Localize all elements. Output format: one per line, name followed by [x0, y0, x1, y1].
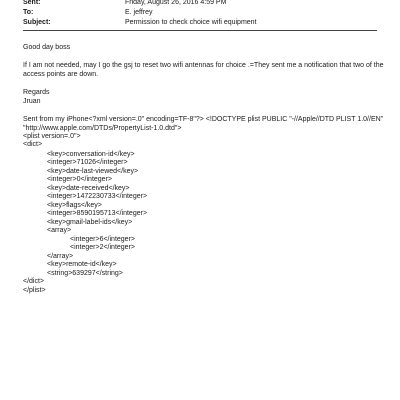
plist-line: <dict> [23, 141, 43, 148]
sent-value: Friday, August 26, 2016 4:59 PM [125, 0, 227, 6]
sent-from-line-1: Sent from my iPhone<?xml version=.0" encoding=TF-8"?> <!DOCTYPE plist PUBLIC "-//Apple//DTD PLIST 1.0//EN" [23, 116, 384, 123]
greeting: Good day boss [23, 44, 71, 51]
plist-line: <key>date-last-viewed</key> [47, 168, 139, 175]
signature: Jruan [23, 98, 41, 105]
plist-line: <key>conversation-id</key> [47, 151, 135, 158]
plist-line: <integer>8590195713</integer> [47, 210, 148, 217]
plist-line: <plist version=.0"> [23, 133, 81, 140]
subject-label: Subject: [23, 19, 51, 26]
plist-line: </plist> [23, 287, 46, 294]
plist-line: <integer>2</integer> [70, 244, 135, 251]
plist-line: <array> [47, 227, 72, 234]
plist-line: <integer>71026</integer> [47, 159, 128, 166]
subject-value: Permission to check choice wifi equipment [125, 19, 257, 26]
plist-line: <string>639297</string> [47, 270, 123, 277]
plist-line: <integer>6</integer> [70, 236, 135, 243]
plist-line: </dict> [23, 278, 45, 285]
subject-row [23, 18, 257, 27]
paragraph-line-2: access points are down. [23, 71, 99, 78]
header-divider [23, 30, 377, 31]
plist-line: <key>gmail-label-ids</key> [47, 219, 133, 226]
paragraph-line-1: If I am not needed, may I go the gsj to reset two wifi antennas for choice .=They sent me a notification that two of the [23, 62, 384, 69]
plist-line: </array> [47, 253, 74, 260]
sent-label: Sent: [23, 0, 41, 6]
sent-row [23, 0, 226, 7]
to-row [23, 8, 153, 17]
plist-line: <key>flags</key> [47, 202, 102, 209]
sent-from-line-2: "http://www.apple.com/DTDs/PropertyList-1.0.dtd"> [23, 125, 182, 132]
plist-line: <integer>0</integer> [47, 176, 112, 183]
plist-line: <key>remote-id</key> [47, 261, 117, 268]
closing: Regards [23, 89, 50, 96]
to-value: E. jeffrey [125, 9, 153, 16]
plist-line: <integer>1472230733</integer> [47, 193, 148, 200]
to-label: To: [23, 9, 34, 16]
plist-line: <key>date-received</key> [47, 185, 130, 192]
